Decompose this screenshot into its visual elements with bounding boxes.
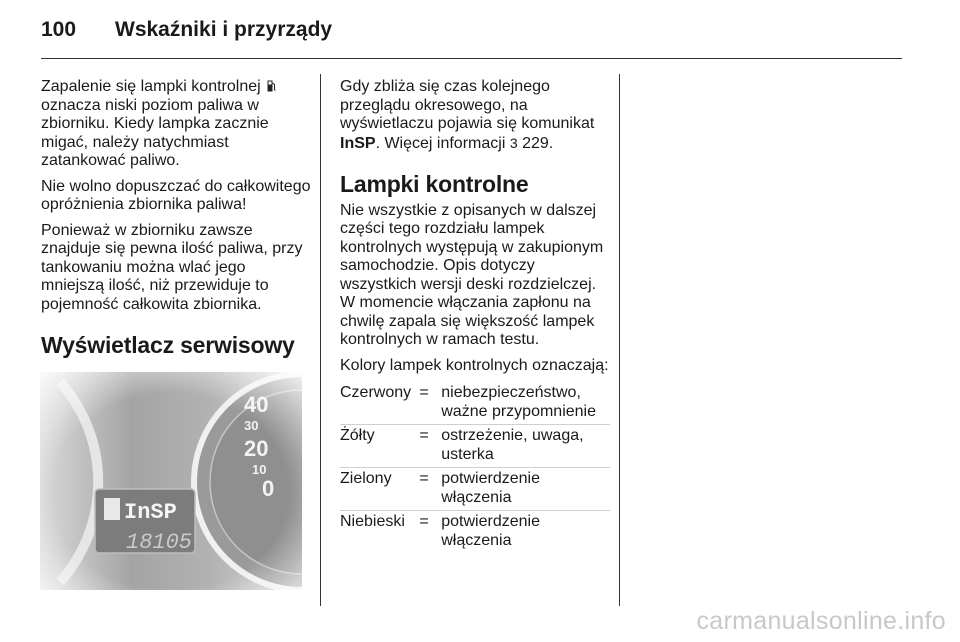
- color-meaning: ostrzeżenie, uwaga, usterka: [441, 427, 584, 463]
- equals-sign: =: [419, 513, 429, 530]
- table-row: [340, 511, 610, 553]
- header-rule: [41, 58, 902, 59]
- fuel-pump-icon: [267, 80, 276, 92]
- table-row: [340, 468, 610, 511]
- color-name: Czerwony: [340, 384, 412, 401]
- color-meaning: niebezpieczeństwo, ważne przypomnienie: [441, 384, 596, 420]
- column-divider-2: [619, 74, 620, 606]
- page-reference[interactable]: 229.: [522, 134, 554, 152]
- inspection-text-before: Gdy zbliża się czas kolejnego przeglądu okresowego, na wyświetlaczu pojawia się komunikat: [340, 78, 595, 132]
- color-meaning: potwierdzenie włączenia: [441, 513, 540, 549]
- page-title: Wskaźniki i przyrządy: [115, 18, 333, 41]
- service-display-illustration: [40, 372, 302, 590]
- color-meaning-table: [340, 382, 610, 553]
- fuel-text-before: Zapalenie się lampki kontrolnej: [41, 78, 261, 95]
- inspection-text-after: . Więcej informacji: [375, 134, 506, 152]
- watermark: carmanualsonline.info: [696, 607, 946, 635]
- color-name: Niebieski: [340, 513, 405, 530]
- color-meaning: potwierdzenie włączenia: [441, 470, 540, 506]
- paragraph-fuel-warning: [41, 78, 311, 171]
- paragraph-capacity: Ponieważ w zbiorniku zawsze znajduje się pewna ilość paliwa, przy tankowaniu można wlać jego mniejszą ilość, niż przewiduje to pojemność całkowita zbiornika.: [41, 221, 303, 313]
- inspection-code: InSP: [340, 134, 376, 152]
- equals-sign: =: [419, 470, 429, 487]
- fuel-text-after: oznacza niski poziom paliwa w zbiorniku. Kiedy lampka zacznie migać, należy natychmiast zatankować paliwo.: [41, 96, 269, 169]
- column-divider-1: [320, 74, 321, 606]
- equals-sign: =: [419, 384, 429, 401]
- paragraph-inspection: [340, 78, 610, 153]
- column-middle: [340, 78, 610, 553]
- column-left: [41, 78, 311, 363]
- table-row: [340, 382, 610, 425]
- equals-sign: =: [419, 427, 429, 444]
- color-name: Zielony: [340, 470, 392, 487]
- paragraph-empty-tank: Nie wolno dopuszczać do całkowitego opróżnienia zbiornika paliwa!: [41, 177, 311, 213]
- heading-warning-lights: Lampki kontrolne: [340, 171, 529, 197]
- table-row: [340, 425, 610, 468]
- page-reference-arrow-icon: 3: [509, 134, 518, 151]
- paragraph-colors-intro: Kolory lampek kontrolnych oznaczają:: [340, 356, 609, 374]
- page-header: [41, 18, 332, 42]
- paragraph-warning-lights-intro: Nie wszystkie z opisanych w dalszej części tego rozdziału lampek kontrolnych występują w zakupionym samochodzie. Opis dotyczy wszystkich wersji deski rozdzielczej. W momencie włączania zapłonu na chwilę zapala się większość lampek kontrolnych w ramach testu.: [340, 201, 604, 348]
- color-name: Żółty: [340, 427, 375, 444]
- heading-service-display: Wyświetlacz serwisowy: [41, 332, 295, 358]
- page-number: 100: [41, 18, 77, 41]
